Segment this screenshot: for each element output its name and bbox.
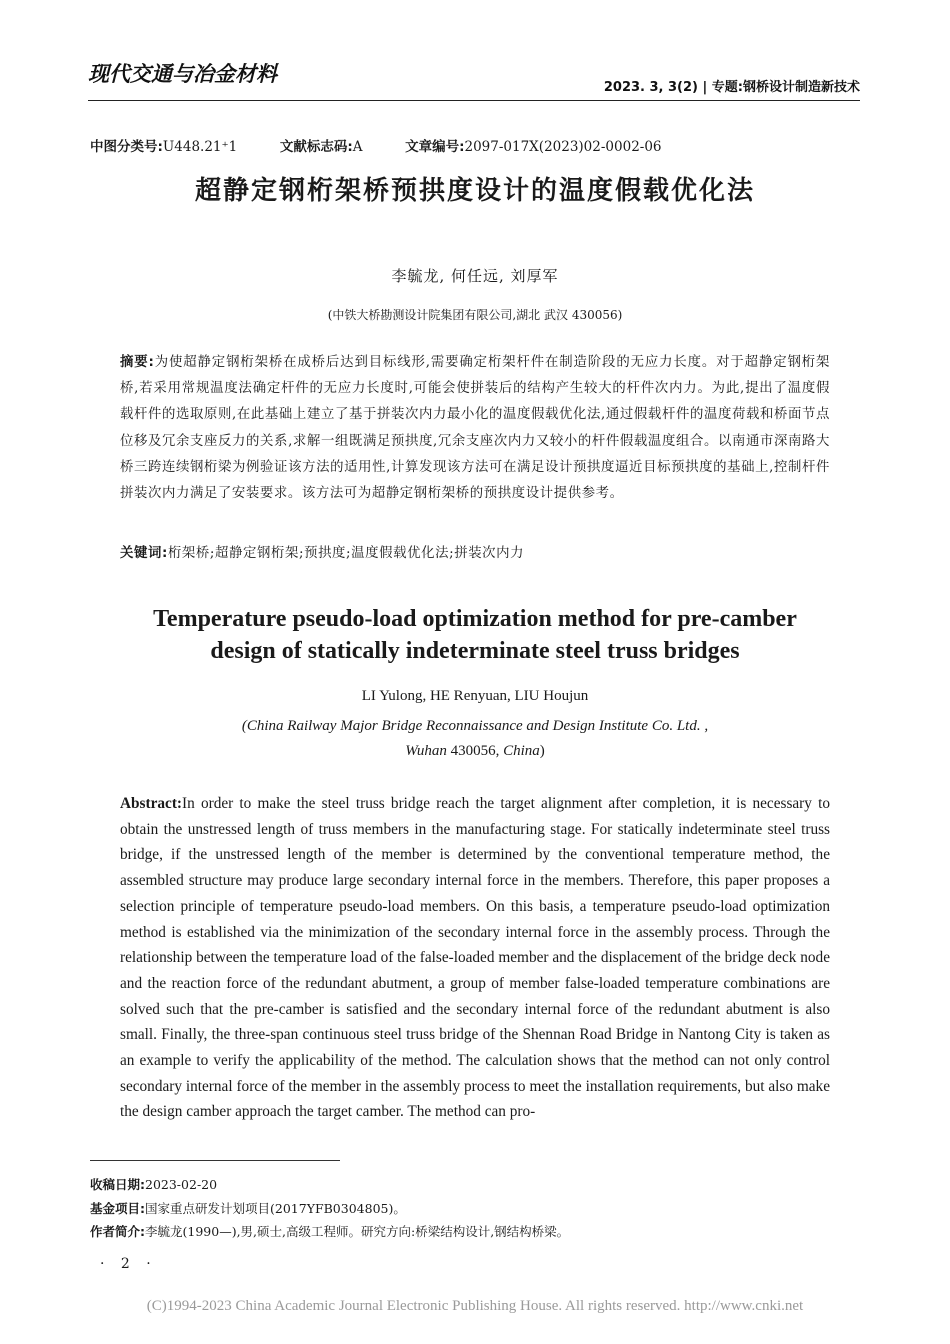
fund-label: 基金项目: <box>90 1201 145 1216</box>
doc-code-label: 文献标志码: <box>279 139 353 155</box>
abstract-english <box>120 791 830 1125</box>
doc-code-value: A <box>352 139 363 155</box>
fund-value: 国家重点研发计划项目(2017YFB0304805)。 <box>145 1201 406 1216</box>
footnote-fund <box>90 1199 406 1217</box>
keywords-cn-text: 桁架桥;超静定钢桁架;预拱度;温度假载优化法;拼装次内力 <box>167 546 525 561</box>
received-value: 2023-02-20 <box>145 1177 218 1192</box>
affil-en-postcode: 430056, <box>446 743 504 759</box>
abstract-chinese <box>120 350 830 507</box>
clc-label: 中图分类号: <box>90 139 163 155</box>
footnote-divider <box>90 1160 340 1161</box>
abstract-cn-label: 摘要: <box>120 355 155 370</box>
author-value: 李毓龙(1990—),男,硕士,高级工程师。研究方向:桥梁结构设计,钢结构桥梁。 <box>145 1224 570 1239</box>
journal-logo: 现代交通与冶金材料 <box>88 61 277 86</box>
abstract-en-text: In order to make the steel truss bridge reach the target alignment after completion, it is necessary to obtain the unstressed length of truss members in the manufacturing stage. For statically indeterminate steel truss bridge, if the unstressed length of the member is determined by the conventional temperature method, the assembled structure may produce large secondary internal force in the members. Therefore, this paper proposes a selection principle of temperature pseudo-load members. On this basis, a temperature pseudo-load optimization method is established via the minimization of the secondary internal force in the assembly process. Through the relationship between the temperature load of the false-loaded member and the displacement of the bridge deck node and the reaction force of the redundant abutment, a group of member false-loaded temperature combinations are solved such that the pre-camber is satisfied and the secondary internal force of the redundant abutment is also small. Finally, the three-span continuous steel truss bridge of the Shennan Road Bridge in Nantong City is taken as an example to verify the applicability of the method. The calculation shows that the method can not only control secondary internal force of the member in the assembly process to meet the installation requirements, but also make the design camber approach the target camber. The method can pro- <box>120 795 830 1121</box>
article-no-label: 文章编号: <box>405 139 465 155</box>
title-english <box>0 603 950 667</box>
abstract-en-label: Abstract: <box>120 795 183 812</box>
article-no-value: 2097-017X(2023)02-0002-06 <box>464 139 662 155</box>
keywords-cn-label: 关键词: <box>120 546 168 561</box>
title-en-line1: Temperature pseudo-load optimization method for pre-camber <box>153 606 797 632</box>
author-label: 作者简介: <box>90 1224 145 1239</box>
affil-en-city: Wuhan <box>405 743 447 759</box>
received-label: 收稿日期: <box>90 1177 145 1192</box>
article-meta <box>90 135 662 155</box>
affil-en-close: ) <box>539 743 545 759</box>
footnote-author <box>90 1222 569 1240</box>
authors-english: LI Yulong, HE Renyuan, LIU Houjun <box>361 688 589 704</box>
title-en-line2: design of statically indeterminate steel truss bridges <box>210 638 740 664</box>
abstract-cn-text: 为使超静定钢桁架桥在成桥后达到目标线形,需要确定桁架杆件在制造阶段的无应力长度。对于超静定钢桁架桥,若采用常规温度法确定杆件的无应力长度时,可能会使拼装后的结构产生较大的杆件次内力。为此,提出了温度假载杆件的选取原则,在此基础上建立了基于拼装次内力最小化的温度假载优化法,通过假载杆件的温度荷载和桥面节点位移及冗余支座反力的关系,求解一组既满足预拱度,冗余支座次内力又较小的杆件假载温度组合。以南通市深南路大桥三跨连续钢桁梁为例验证该方法的适用性,计算发现该方法可在满足设计预拱度逼近目标预拱度的基础上,控制杆件拼装次内力满足了安装要求。该方法可为超静定钢桁架桥的预拱度设计提供参考。 <box>120 355 830 502</box>
title-chinese: 超静定钢桁架桥预拱度设计的温度假载优化法 <box>194 176 755 206</box>
footnote-received <box>90 1175 217 1193</box>
copyright-notice: (C)1994-2023 China Academic Journal Electronic Publishing House. All rights reserved. http://www.cnki.net <box>146 1298 804 1314</box>
page-number: · 2 · <box>100 1256 157 1272</box>
authors-chinese: 李毓龙, 何任远, 刘厚军 <box>391 267 559 285</box>
issue-info: 2023. 3, 3(2) | 专题:钢桥设计制造新技术 <box>603 80 860 95</box>
affiliation-chinese: (中铁大桥勘测设计院集团有限公司,湖北 武汉 430056) <box>327 308 623 322</box>
affil-en-country: China <box>503 743 540 759</box>
affiliation-english <box>0 714 950 764</box>
clc-value: U448.21⁺1 <box>162 139 238 155</box>
affil-en-line1: (China Railway Major Bridge Reconnaissance and Design Institute Co. Ltd. , <box>241 718 709 734</box>
header-divider <box>88 100 860 101</box>
keywords-chinese <box>120 542 830 561</box>
